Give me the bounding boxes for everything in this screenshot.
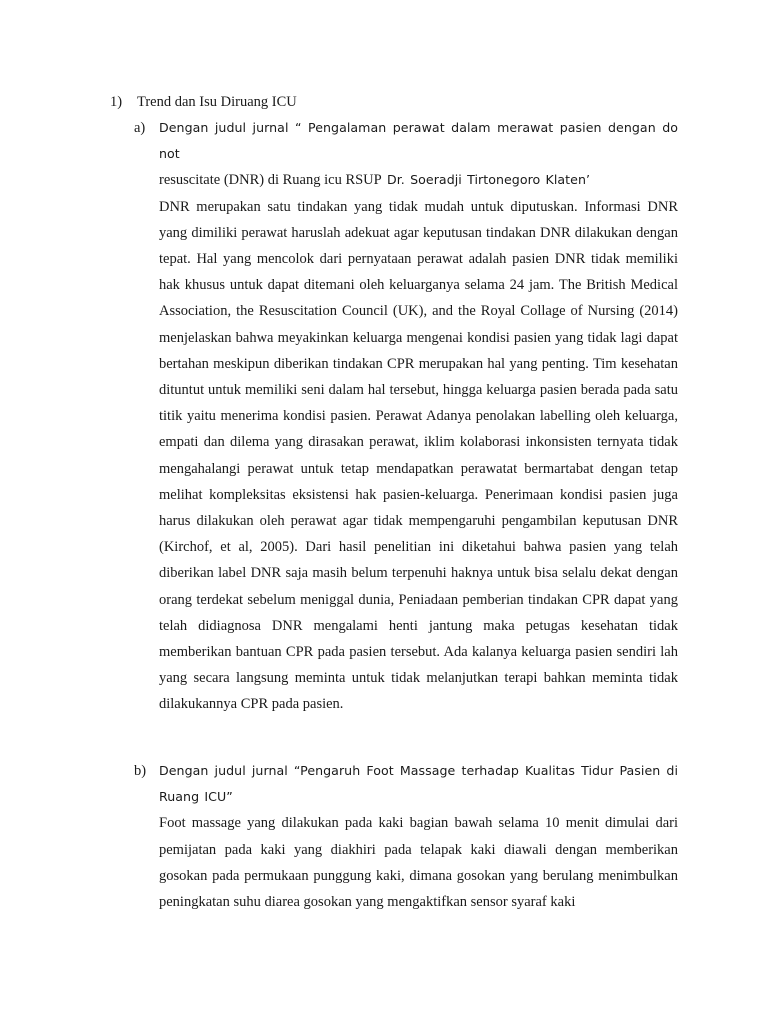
item-a-title-serif: resuscitate (DNR) di Ruang icu RSUP	[159, 172, 382, 189]
item-a-title-line1: Dengan judul jurnal “ Pengalaman perawat dalam merawat pasien dengan do not	[159, 120, 678, 162]
item-b-title-line2: Ruang ICU”	[159, 789, 233, 805]
section-heading	[110, 92, 297, 112]
item-a-title-sans: Dr. Soeradji Tirtonegoro Klaten’	[381, 172, 591, 188]
item-a-marker: a)	[134, 120, 146, 136]
item-a	[159, 115, 678, 718]
item-b-body: Foot massage yang dilakukan pada kaki bagian bawah selama 10 menit dimulai dari pemijatan pada kaki yang diakhiri pada telapak kaki diawali dengan memberikan gosokan pada permukaan punggung kaki, dimana gosokan yang berulang menimbulkan peningkatan suhu diarea gosokan yang mengaktifkan sensor syaraf kaki	[159, 815, 678, 911]
item-a-title-line2	[159, 167, 678, 193]
item-b-marker: b)	[134, 763, 147, 779]
item-b	[159, 758, 678, 915]
item-a-body: DNR merupakan satu tindakan yang tidak mudah untuk diputuskan. Informasi DNR yang dimiliki perawat haruslah adekuat agar keputusan tindakan DNR dilakukan dengan tepat. Hal yang mencolok dari pernyataan perawat adalah pasien DNR tidak memiliki hak khusus untuk dapat ditemani oleh keluarganya selama 24 jam. The British Medical Association, the Resuscitation Council (UK), and the Royal Collage of Nursing (2014) menjelaskan bahwa meyakinkan keluarga mengenai kondisi pasien yang tidak lagi dapat bertahan meskipun diberikan tindakan CPR merupakan hal yang penting. Tim kesehatan dituntut untuk memiliki seni dalam hal tersebut, hingga keluarga pasien berada pada satu titik yaitu menerima kondisi pasien. Perawat Adanya penolakan labelling oleh keluarga, empati dan dilema yang dirasakan perawat, iklim kolaborasi inkonsisten ternyata tidak mengahalangi perawat untuk tetap mendapatkan perawatat bermartabat dengan tetap melihat kompleksitas eksistensi hak pasien-keluarga. Penerimaan kondisi pasien juga harus dilakukan oleh perawat agar tidak mempengaruhi pengambilan keputusan DNR (Kirchof, et al, 2005). Dari hasil penelitian ini diketahui bahwa pasien yang telah diberikan label DNR saja masih belum terpenuhi haknya untuk bisa selalu dekat dengan orang terdekat sebelum meniggal dunia, Peniadaan pemberian tindakan CPR dapat yang telah didiagnosa DNR mengalami henti jantung maka petugas kesehatan tidak memberikan bantuan CPR pada pasien tersebut. Ada kalanya keluarga pasien sendiri lah yang secara langsung meminta untuk tidak melanjutkan terapi bahkan meminta tidak dilakukannya CPR pada pasien.	[159, 198, 678, 713]
item-b-title-line1: Dengan judul jurnal “Pengaruh Foot Massage terhadap Kualitas Tidur Pasien di	[159, 763, 678, 778]
section-title: Trend dan Isu Diruang ICU	[137, 94, 297, 110]
section-number: 1)	[110, 94, 123, 110]
